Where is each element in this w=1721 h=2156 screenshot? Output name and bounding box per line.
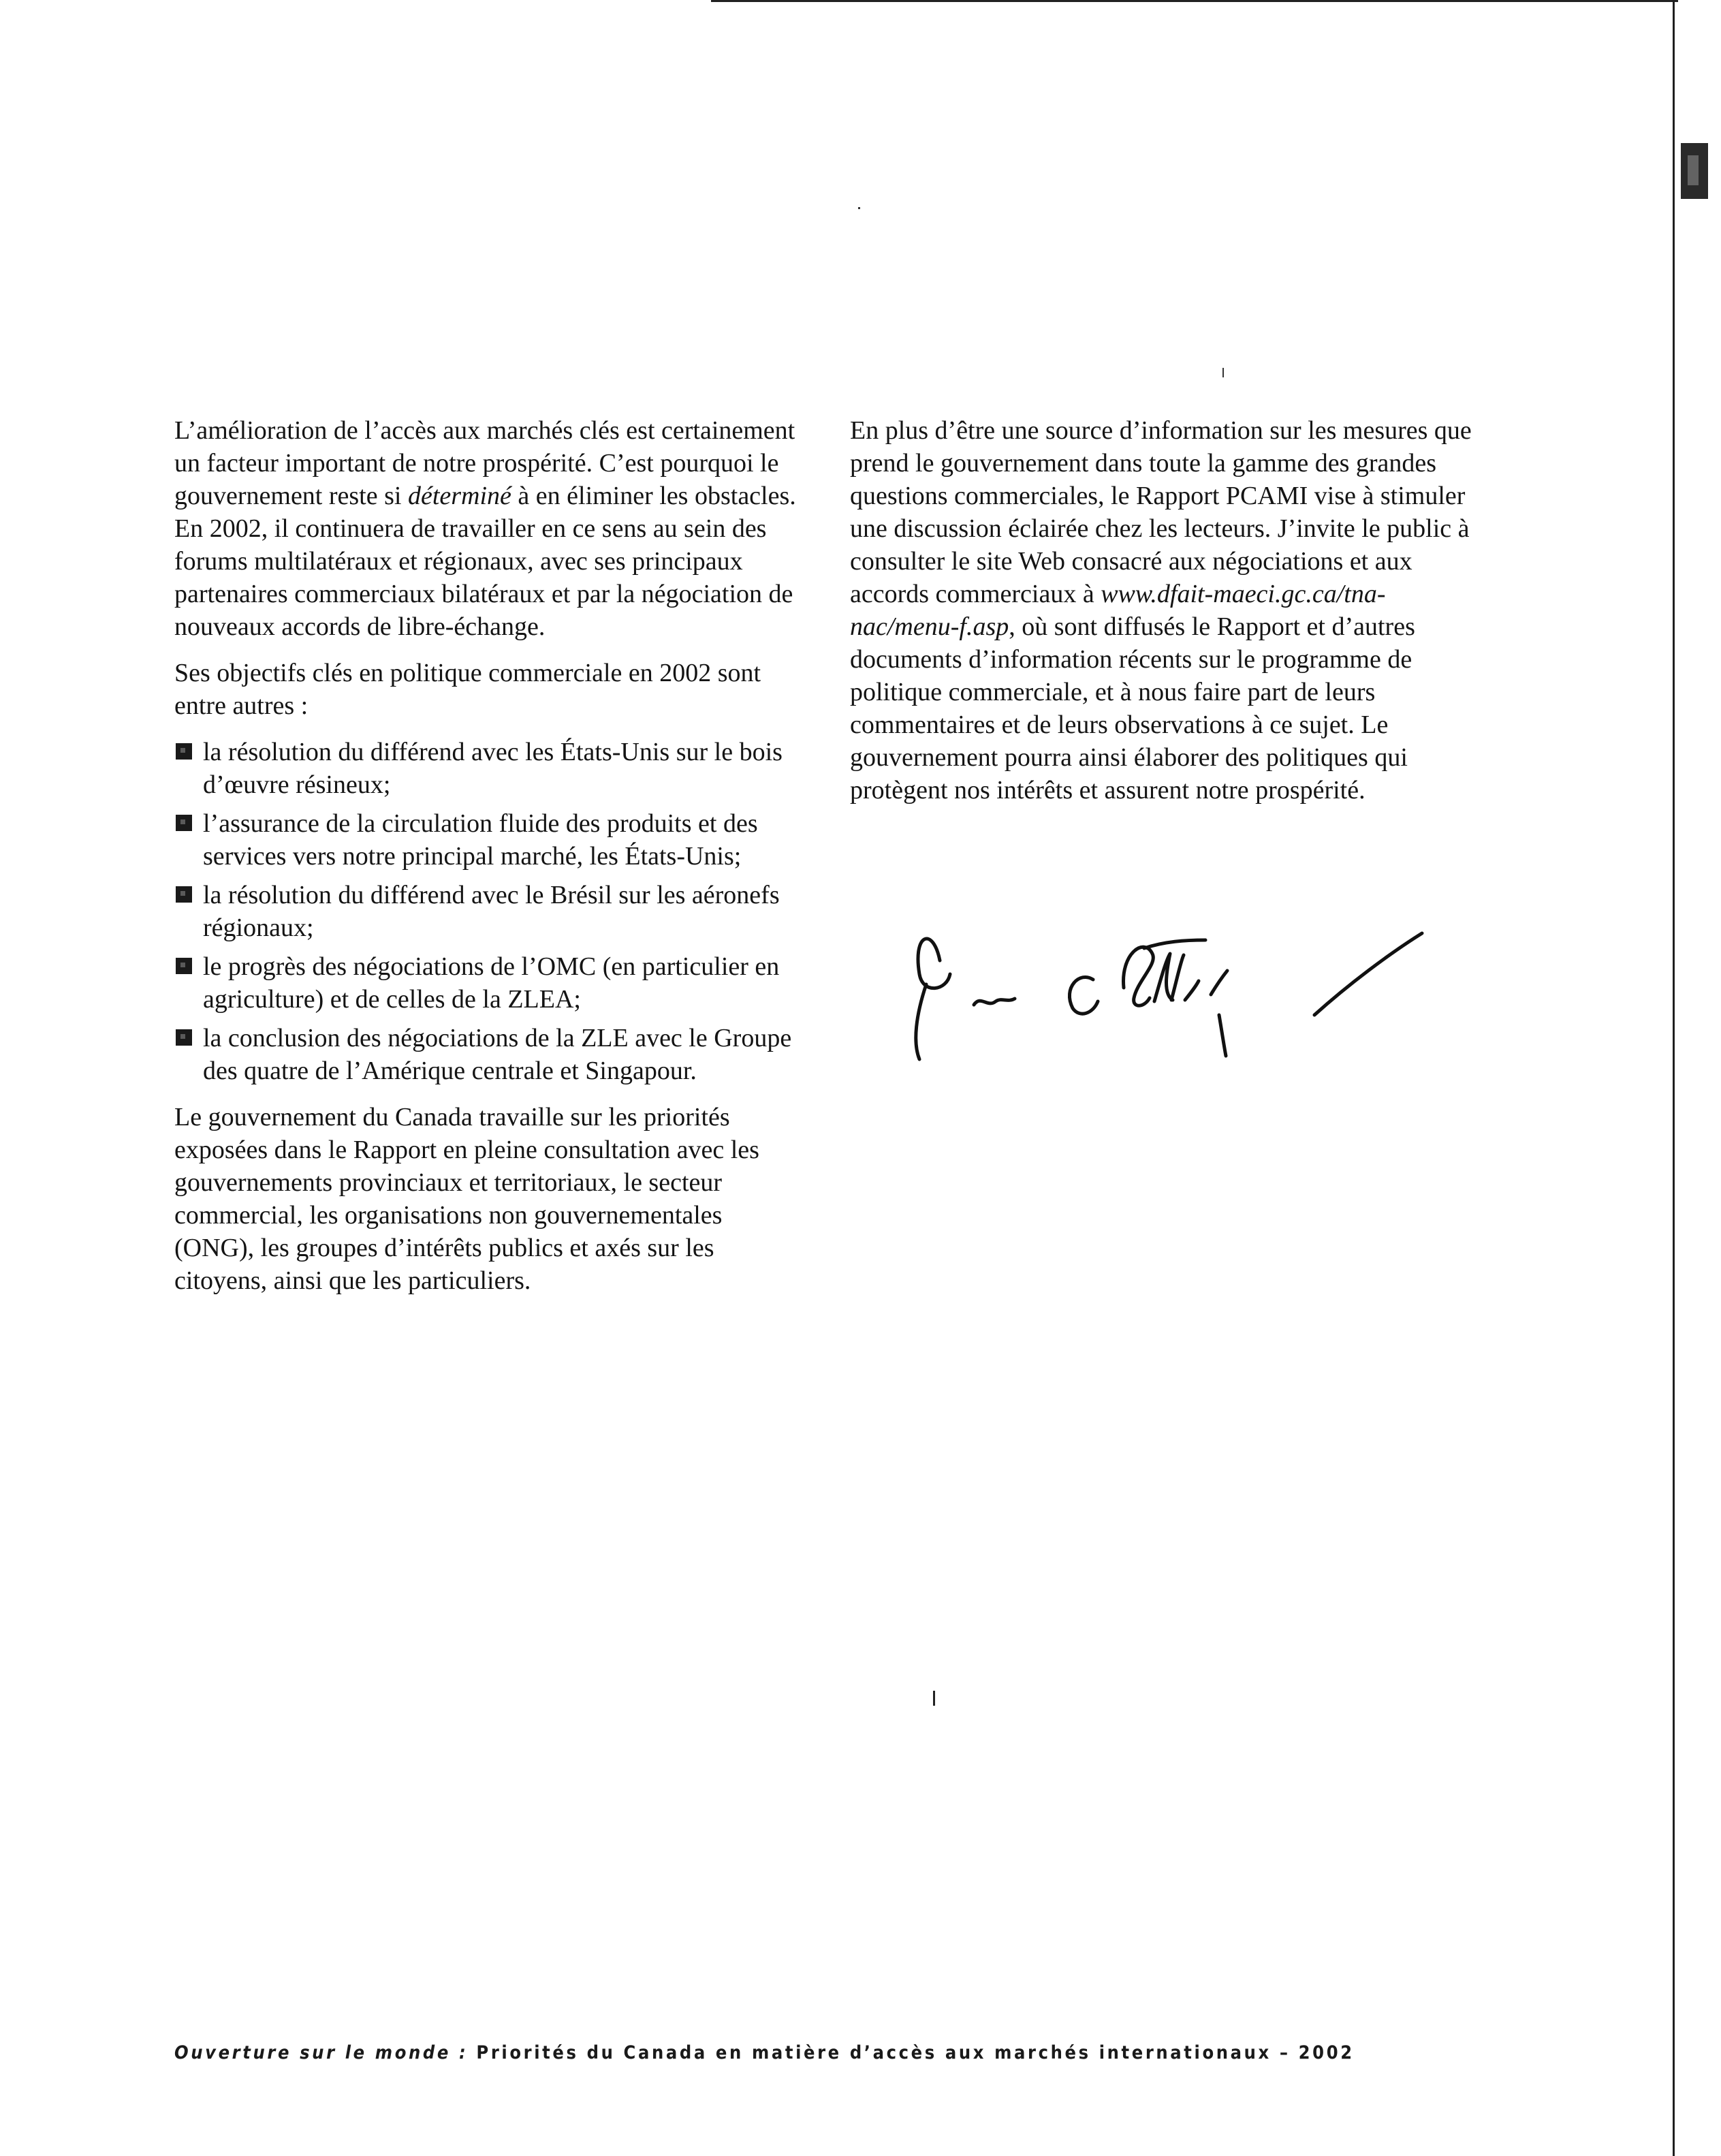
list-item: l’assurance de la circulation fluide des produits et des services vers notre principal marché, les États-Unis; — [174, 807, 808, 873]
right-column — [850, 414, 1490, 820]
scan-tick — [933, 1691, 935, 1706]
paragraph-access-markets: L’amélioration de l’accès aux marchés clés est certainement un facteur important de notre prospérité. C’est pourquoi le gouvernement reste si déterminé à en éliminer les obstacles. En 2002, il continuera de travailler en ce sens au sein des forums multilatéraux et régionaux, avec ses principaux partenaires commerciaux bilatéraux et par la négociation de nouveaux accords de libre-échange. — [174, 416, 796, 641]
footer-subtitle: Priorités du Canada en matière d’accès aux marchés internationaux – 2002 — [476, 2042, 1355, 2063]
list-item: la résolution du différend avec les États-Unis sur le bois d’œuvre résineux; — [174, 736, 808, 801]
scan-edge-mark — [1681, 143, 1708, 199]
paragraph-consultation: Le gouvernement du Canada travaille sur les priorités exposées dans le Rapport en pleine consultation avec les gouvernements provinciaux et territoriaux, le secteur commercial, les organisations non gouvernementales (ONG), les groupes d’intérêts publics et axés sur les citoyens, ainsi que les particuliers. — [174, 1103, 759, 1295]
square-bullet-icon — [176, 743, 192, 760]
left-column — [174, 414, 808, 1311]
handwritten-signature — [899, 899, 1444, 1076]
square-bullet-icon — [176, 1029, 192, 1046]
footer — [174, 2042, 1355, 2076]
scan-speck — [1222, 368, 1224, 377]
square-bullet-icon — [176, 886, 192, 903]
website-url: www.dfait-maeci.gc.ca/tna-nac/menu-f.asp — [850, 580, 1386, 641]
list-item: la résolution du différend avec le Brésil sur les aéronefs régionaux; — [174, 879, 808, 944]
paragraph-information: En plus d’être une source d’information sur les mesures que prend le gouvernement dans toute la gamme des grandes questions commerciales, le Rapport PCAMI vise à stimuler une discussion éclairée chez les lecteurs. J’invite le public à consulter le site Web consacré aux négociations et aux accords commerciaux à www.dfait-maeci.gc.ca/tna-nac/menu-f.asp, où sont diffusés le Rapport et d’autres documents d’information récents sur le programme de politique commerciale, et à nous faire part de leurs commentaires et de leurs observations à ce sujet. Le gouvernement pourra ainsi élaborer des politiques qui protègent nos intérêts et assurent notre prospérité. — [850, 416, 1472, 804]
scan-border-right — [1673, 0, 1675, 2156]
square-bullet-icon — [176, 958, 192, 974]
scan-speck — [858, 207, 860, 209]
paragraph-objectives-intro: Ses objectifs clés en politique commerciale en 2002 sont entre autres : — [174, 659, 761, 720]
footer-title: Ouverture sur le monde : — [174, 2042, 469, 2063]
scan-border-top — [711, 0, 1678, 2]
list-item: le progrès des négociations de l’OMC (en particulier en agriculture) et de celles de la ZLEA; — [174, 950, 808, 1016]
list-item: la conclusion des négociations de la ZLE avec le Groupe des quatre de l’Amérique centrale et Singapour. — [174, 1022, 808, 1087]
square-bullet-icon — [176, 815, 192, 831]
objectives-list — [174, 736, 808, 1087]
